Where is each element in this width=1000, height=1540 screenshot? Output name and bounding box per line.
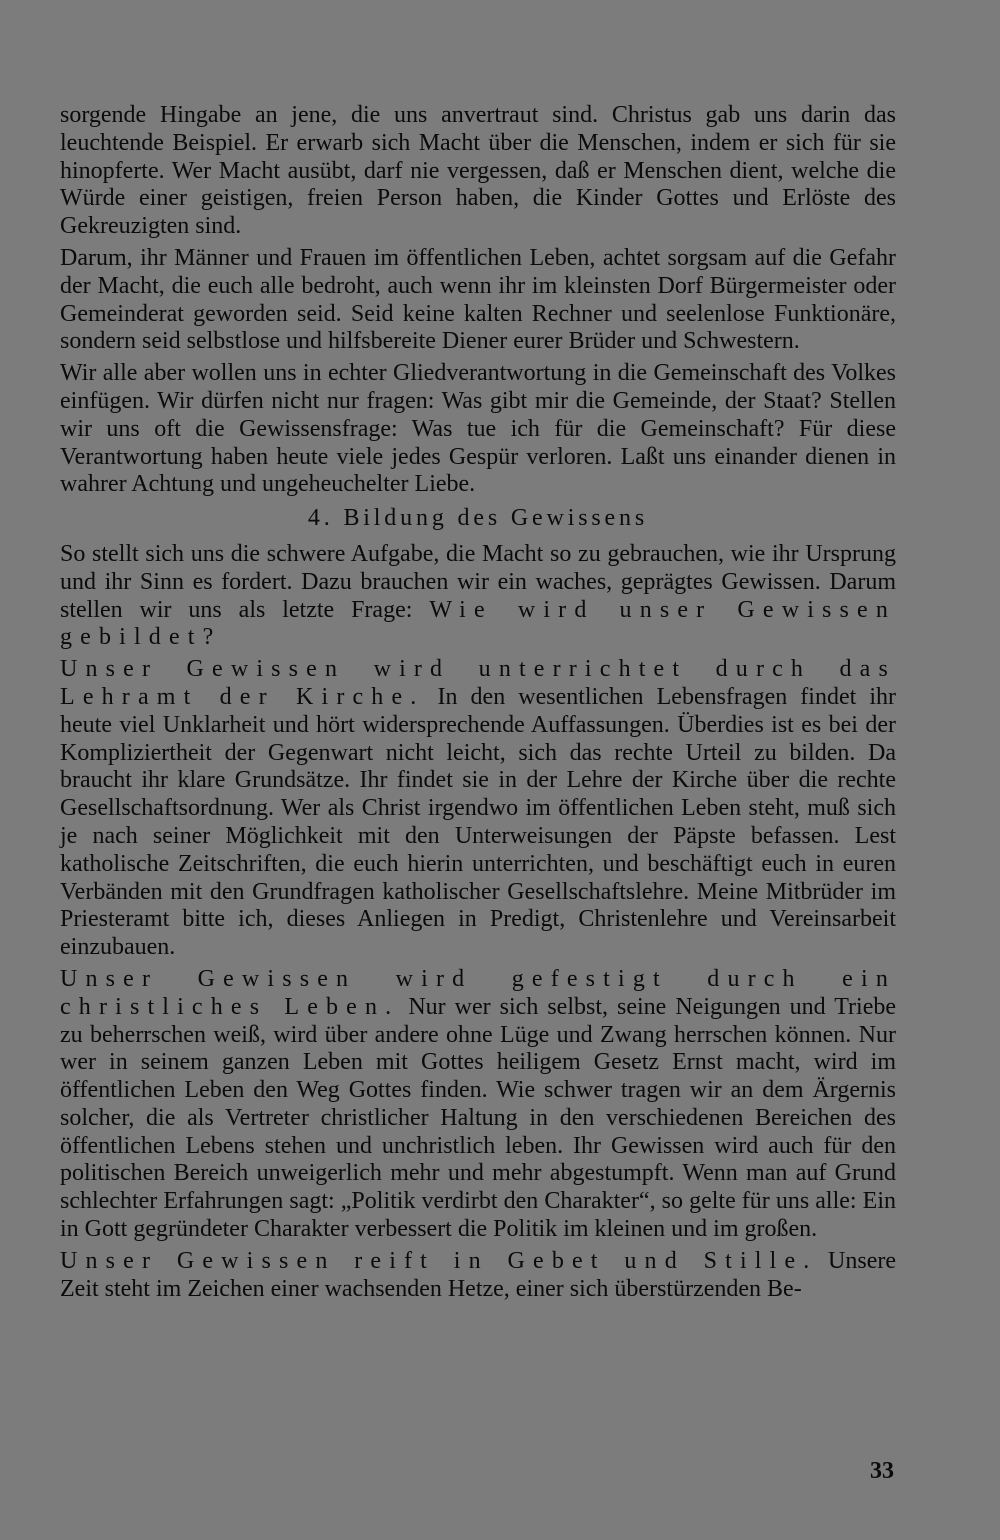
- paragraph-1: sorgende Hingabe an jene, die uns anvertraut sind. Christus gab uns darin das leuchtende Beispiel. Er erwarb sich Macht über die Menschen, indem er sich für sie hinopferte. Wer Macht ausübt, darf nie vergessen, daß er Menschen dient, welche die Würde einer geistigen, freien Person haben, die Kinder Gottes und Erlöste des Gekreuzigten sind.: [60, 102, 896, 240]
- paragraph-4: [60, 541, 896, 652]
- paragraph-6: [60, 966, 896, 1244]
- paragraph-5-spaced: Unser Gewissen wird unterrichtet durch das Lehramt der Kirche.: [60, 656, 896, 710]
- paragraph-7-text: Unsere Zeit steht im Zeichen einer wachsenden Hetze, einer sich überstürzenden Be-: [60, 1247, 897, 1302]
- section-heading: 4. Bildung des Gewissens: [307, 505, 649, 532]
- paragraph-4-text: So stellt sich uns die schwere Aufgabe, die Macht so zu gebrauchen, wie ihr Ursprung und ihr Sinn es fordert. Dazu brauchen wir ein waches, geprägtes Gewissen. Darum stellen wir uns als letzte Frage:: [60, 540, 896, 623]
- paragraph-6-spaced: Unser Gewissen wird gefestigt durch ein christliches Leben.: [60, 965, 896, 1020]
- page-number: 33: [870, 1458, 894, 1484]
- paragraph-6-text: Nur wer sich selbst, seine Neigungen und Triebe zu beherrschen weiß, wird über andere ohne Lüge und Zwang herrschen können. Nur wer in seinem ganzen Leben mit Gottes heiligem Gesetz Ernst macht, wird im öffentlichen Leben den Weg Gottes finden. Wie schwer tragen wir an dem Ärgernis solcher, die als Vertreter christlicher Haltung in den verschiedenen Bereichen des öffentlichen Lebens stehen und unchristlich leben. Ihr Gewissen wird auch für den politischen Bereich unweigerlich mehr und mehr abgestumpft. Wenn man auf Grund schlechter Erfahrungen sagt: „Politik verdirbt den Charakter“, so gelte für uns alle: Ein in Gott gegründeter Charakter verbessert die Politik im kleinen und im großen.: [60, 993, 897, 1243]
- paragraph-3: Wir alle aber wollen uns in echter Gliedverantwortung in die Gemeinschaft des Volkes einfügen. Wir dürfen nicht nur fragen: Was gibt mir die Gemeinde, der Staat? Stellen wir uns oft die Gewissensfrage: Was tue ich für die Gemeinschaft? Für diese Verantwortung haben heute viele jedes Gespür verloren. Laßt uns einander dienen in wahrer Achtung und ungeheuchelter Liebe.: [60, 360, 896, 498]
- paragraph-4-spaced: Wie wird unser Gewissen gebildet?: [60, 596, 896, 651]
- paragraph-7: [60, 1248, 896, 1304]
- body-text: [60, 102, 896, 1303]
- paragraph-5: [60, 656, 896, 962]
- paragraph-5-text: In den wesentlichen Lebensfragen findet ihr heute viel Unklarheit und hört widersprechende Auffassungen. Überdies ist es bei der Kompliziertheit der Gegenwart nicht leicht, sich das rechte Urteil zu bilden. Da braucht ihr klare Grundsätze. Ihr findet sie in der Lehre der Kirche über die rechte Gesellschaftsordnung. Wer als Christ irgendwo im öffentlichen Leben steht, muß sich je nach seiner Möglichkeit mit den Unterweisungen der Päpste befassen. Lest katholische Zeitschriften, die euch hierin unterrichten, und beschäftigt euch in euren Verbänden mit den Grundfragen katholischer Gesellschaftslehre. Meine Mitbrüder im Priesteramt bitte ich, dieses Anliegen in Predigt, Christenlehre und Vereinsarbeit einzubauen.: [60, 683, 896, 961]
- paragraph-2: Darum, ihr Männer und Frauen im öffentlichen Leben, achtet sorgsam auf die Gefahr der Macht, die euch alle bedroht, auch wenn ihr im kleinsten Dorf Bürgermeister oder Gemeinderat geworden seid. Seid keine kalten Rechner und seelenlose Funktionäre, sondern seid selbstlose und hilfsbereite Diener eurer Brüder und Schwestern.: [60, 244, 896, 355]
- paragraph-7-spaced: Unser Gewissen reift in Gebet und Stille.: [60, 1247, 818, 1274]
